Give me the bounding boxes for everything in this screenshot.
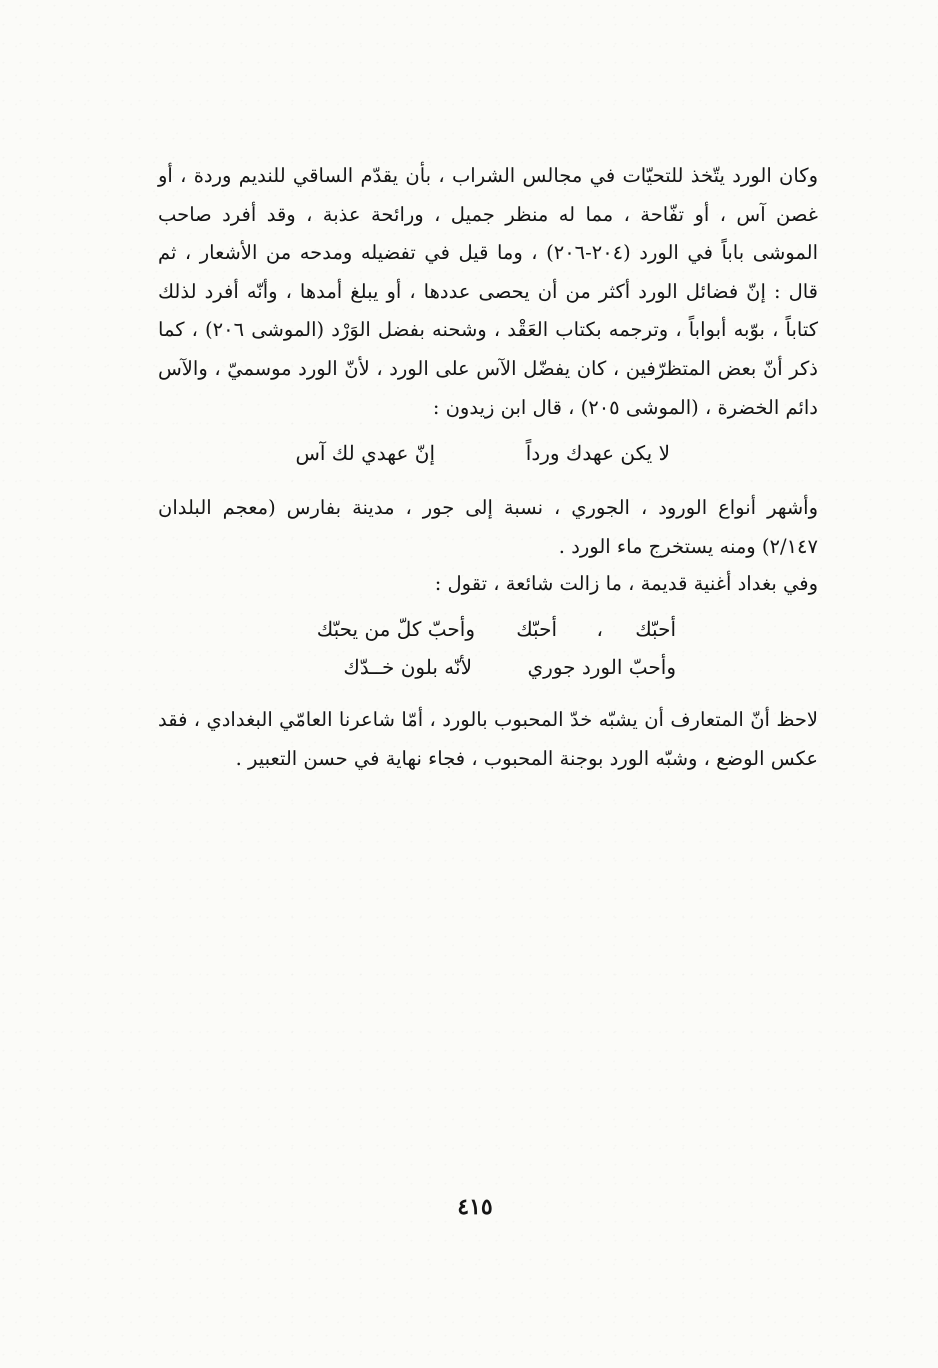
paragraph-text: لاحظ أنّ المتعارف أن يشبّه خدّ المحبوب بالورد ، أمّا شاعرنا العامّي البغدادي ، فقد عكس الوضع ، وشبّه الورد بوجنة المحبوب ، فجاء نهاية في حسن التعبير . (158, 708, 818, 770)
page-number: ٤١٥ (457, 1194, 493, 1220)
verse-text: إنّ عهدي لك آس (295, 441, 435, 465)
song-text: لأنّه بلون خــدّك (343, 655, 472, 679)
song-text: وأحبّ كلّ من يحبّك (316, 617, 475, 641)
song-text: وأحبّ الورد جوري (527, 655, 676, 679)
paragraph-text: وأشهر أنواع الورود ، الجوري ، نسبة إلى جور ، مدينة بفارس (معجم البلدان ٢/١٤٧) ومنه يستخرج ماء الورد . (158, 496, 818, 558)
paragraph-rose-greetings (158, 157, 818, 427)
paragraph-text: وكان الورد يتّخذ للتحيّات في مجالس الشراب ، بأن يقدّم الساقي للنديم وردة ، أو غصن آس ، أو تفّاحة ، مما له منظر جميل ، ورائحة عذبة ، وقد أفرد صاحب الموشى باباً في الورد (٢٠٤-٢٠٦) ، وما قيل في تفضيله ومدحه من الأشعار ، ثم قال : إنّ فضائل الورد أكثر من أن يحصى عددها ، أو يبلغ أمدها ، وأنّه أفرد لذلك كتاباً ، بوّبه أبواباً ، وترجمه بكتاب العَقْد ، وشحنه بفضل الوَرْد (الموشى ٢٠٦) ، كما ذكر أنّ بعض المتظرّفين ، كان يفضّل الآس على الورد ، لأنّ الورد موسميّ ، والآس دائم الخضرة ، (الموشى ٢٠٥) ، قال ابن زيدون : (158, 164, 819, 419)
song-text: أحبّك (516, 617, 557, 641)
paragraph-commentary (158, 701, 818, 778)
verse-text: لا يكن عهدك ورداً (525, 441, 670, 465)
paragraph-baghdad-song-intro (158, 565, 818, 604)
paragraph-text: وفي بغداد أغنية قديمة ، ما زالت شائعة ، تقول : (434, 572, 818, 595)
song-text: أحبّك (635, 617, 676, 641)
paragraph-rose-types (158, 489, 818, 566)
song-text: ، (596, 617, 603, 641)
